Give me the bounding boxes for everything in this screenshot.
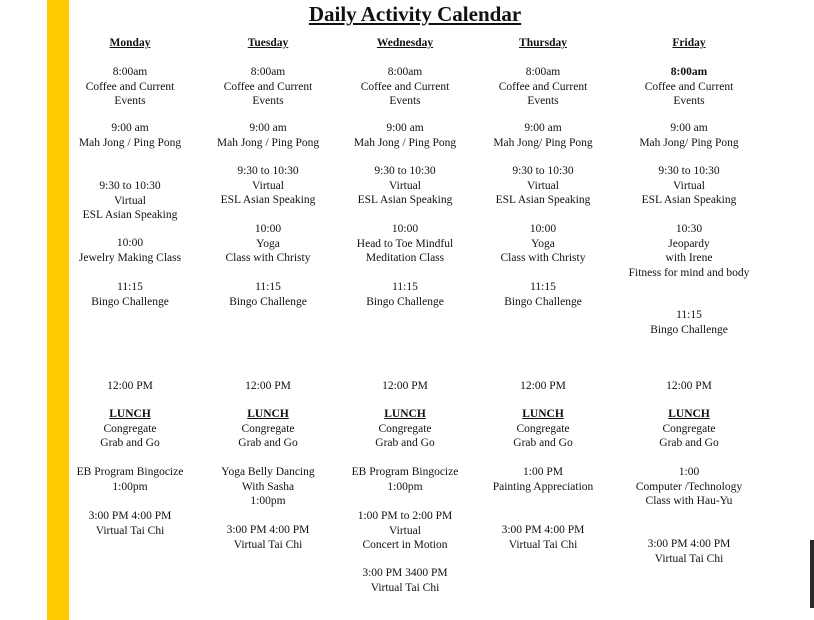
activity-entry bbox=[198, 465, 338, 509]
activity-line: 9:00 am bbox=[386, 122, 424, 134]
page-title: Daily Activity Calendar bbox=[308, 2, 522, 26]
activity-line: Computer /Technology bbox=[635, 480, 743, 493]
activity-line: 1:00 PM bbox=[523, 466, 563, 478]
activity-entry bbox=[335, 164, 475, 208]
activity-line: Events bbox=[673, 95, 705, 107]
activity-entry bbox=[198, 407, 338, 451]
activity-line: 10:30 bbox=[675, 223, 703, 235]
activity-line: Virtual Tai Chi bbox=[508, 538, 578, 551]
activity-line: 3:00 PM 4:00 PM bbox=[501, 524, 585, 536]
activity-entry bbox=[335, 65, 475, 109]
activity-line: Virtual Tai Chi bbox=[370, 581, 440, 594]
activity-entry bbox=[335, 407, 475, 451]
activity-line: Grab and Go bbox=[100, 437, 160, 449]
activity-line: Virtual bbox=[673, 179, 705, 192]
activity-entry bbox=[473, 379, 613, 394]
activity-line: Bingo Challenge bbox=[91, 295, 169, 308]
activity-line: Class with Hau-Yu bbox=[645, 495, 733, 507]
activity-line: LUNCH bbox=[384, 408, 426, 420]
activity-line: 1:00 PM to 2:00 PM bbox=[357, 510, 453, 522]
activity-line: 1:00 bbox=[678, 466, 700, 478]
activity-line: Bingo Challenge bbox=[650, 323, 728, 336]
activity-line: 12:00 PM bbox=[382, 380, 428, 392]
activity-line: 9:00 am bbox=[670, 122, 708, 134]
activity-line: 11:15 bbox=[530, 281, 556, 293]
activity-entry bbox=[619, 222, 759, 280]
activity-line: 12:00 PM bbox=[245, 380, 291, 392]
activity-entry bbox=[473, 407, 613, 451]
activity-line: Jewelry Making Class bbox=[78, 251, 182, 264]
day-heading: Tuesday bbox=[247, 37, 289, 49]
activity-line: Events bbox=[527, 95, 559, 107]
activity-entry bbox=[619, 65, 759, 109]
activity-line: Class with Christy bbox=[500, 252, 586, 264]
activity-line: Events bbox=[114, 95, 146, 107]
activity-line: 8:00am bbox=[250, 66, 286, 78]
activity-line: Virtual bbox=[252, 179, 284, 192]
activity-line: Events bbox=[389, 95, 421, 107]
activity-line: 9:30 to 10:30 bbox=[237, 165, 299, 177]
activity-line: 9:00 am bbox=[524, 122, 562, 134]
activity-line: 1:00pm bbox=[112, 480, 148, 493]
activity-line: Yoga bbox=[531, 237, 555, 250]
activity-line: Coffee and Current bbox=[498, 80, 588, 93]
activity-line: ESL Asian Speaking bbox=[82, 209, 178, 221]
activity-entry bbox=[198, 379, 338, 394]
activity-entry bbox=[335, 121, 475, 150]
activity-entry bbox=[335, 509, 475, 553]
activity-line: Bingo Challenge bbox=[504, 295, 582, 308]
activity-line: LUNCH bbox=[247, 408, 289, 420]
activity-entry bbox=[60, 379, 200, 394]
activity-line: 9:00 am bbox=[249, 122, 287, 134]
activity-entry bbox=[473, 65, 613, 109]
activity-line: Mah Jong / Ping Pong bbox=[78, 136, 182, 149]
activity-line: Grab and Go bbox=[238, 437, 298, 449]
activity-entry bbox=[60, 465, 200, 494]
activity-entry bbox=[60, 236, 200, 265]
activity-line: 8:00am bbox=[387, 66, 423, 78]
activity-entry bbox=[619, 121, 759, 150]
activity-line: 10:00 bbox=[391, 223, 419, 235]
activity-line: Concert in Motion bbox=[362, 539, 448, 551]
activity-line: 3:00 PM 4:00 PM bbox=[226, 524, 310, 536]
activity-line: ESL Asian Speaking bbox=[220, 194, 316, 206]
activity-line: LUNCH bbox=[109, 408, 151, 420]
activity-entry bbox=[619, 465, 759, 509]
activity-line: 11:15 bbox=[676, 309, 702, 321]
activity-line: 10:00 bbox=[116, 237, 144, 249]
activity-line: Class with Christy bbox=[225, 252, 311, 264]
activity-line: Virtual Tai Chi bbox=[654, 552, 724, 565]
activity-line: Coffee and Current bbox=[360, 80, 450, 93]
activity-entry bbox=[335, 379, 475, 394]
activity-line: EB Program Bingocize bbox=[351, 466, 459, 478]
activity-entry bbox=[60, 280, 200, 309]
activity-line: Jeopardy bbox=[668, 237, 710, 250]
activity-entry bbox=[335, 222, 475, 266]
activity-line: Congregate bbox=[662, 422, 716, 435]
activity-entry bbox=[619, 308, 759, 337]
activity-entry bbox=[473, 121, 613, 150]
activity-entry bbox=[335, 465, 475, 494]
activity-entry bbox=[619, 407, 759, 451]
day-heading: Monday bbox=[109, 37, 151, 49]
activity-entry bbox=[60, 121, 200, 150]
activity-entry bbox=[473, 523, 613, 552]
activity-entry bbox=[60, 407, 200, 451]
activity-line: Mah Jong/ Ping Pong bbox=[493, 136, 593, 149]
activity-entry bbox=[619, 379, 759, 394]
activity-line: 11:15 bbox=[117, 281, 143, 293]
activity-line: 8:00am bbox=[670, 66, 708, 78]
activity-entry bbox=[335, 280, 475, 309]
activity-line: Virtual Tai Chi bbox=[233, 538, 303, 551]
activity-line: Virtual Tai Chi bbox=[95, 524, 165, 537]
activity-line: LUNCH bbox=[668, 408, 710, 420]
activity-entry bbox=[198, 164, 338, 208]
activity-line: 3:00 PM 4:00 PM bbox=[647, 538, 731, 550]
day-heading: Friday bbox=[672, 37, 706, 49]
activity-entry bbox=[473, 164, 613, 208]
activity-line: LUNCH bbox=[522, 408, 564, 420]
activity-line: with Irene bbox=[665, 252, 713, 264]
activity-line: 10:00 bbox=[529, 223, 557, 235]
activity-line: Meditation Class bbox=[365, 252, 445, 264]
activity-entry bbox=[473, 222, 613, 266]
activity-line: Virtual bbox=[389, 524, 421, 537]
activity-line: Bingo Challenge bbox=[366, 295, 444, 308]
activity-line: Grab and Go bbox=[375, 437, 435, 449]
activity-entry bbox=[198, 523, 338, 552]
activity-entry bbox=[619, 537, 759, 566]
activity-line: 9:00 am bbox=[111, 122, 149, 134]
activity-line: 3:00 PM 3400 PM bbox=[362, 567, 448, 579]
activity-line: Coffee and Current bbox=[223, 80, 313, 93]
activity-line: 1:00pm bbox=[387, 480, 423, 493]
activity-line: Virtual bbox=[527, 179, 559, 192]
activity-line: ESL Asian Speaking bbox=[357, 194, 453, 206]
activity-line: Mah Jong / Ping Pong bbox=[353, 136, 457, 149]
activity-line: 9:30 to 10:30 bbox=[99, 180, 161, 192]
activity-line: 10:00 bbox=[254, 223, 282, 235]
activity-line: 9:30 to 10:30 bbox=[512, 165, 574, 177]
activity-line: Mah Jong/ Ping Pong bbox=[639, 136, 739, 149]
activity-entry bbox=[198, 65, 338, 109]
activity-line: 11:15 bbox=[255, 281, 281, 293]
activity-line: Congregate bbox=[241, 422, 295, 435]
activity-line: 1:00pm bbox=[250, 495, 286, 507]
activity-line: 12:00 PM bbox=[666, 380, 712, 392]
activity-line: Mah Jong / Ping Pong bbox=[216, 136, 320, 149]
activity-entry bbox=[60, 509, 200, 538]
activity-line: 9:30 to 10:30 bbox=[658, 165, 720, 177]
activity-line: 3:00 PM 4:00 PM bbox=[88, 510, 172, 522]
activity-line: 12:00 PM bbox=[107, 380, 153, 392]
activity-entry bbox=[198, 222, 338, 266]
activity-entry bbox=[619, 164, 759, 208]
activity-line: 9:30 to 10:30 bbox=[374, 165, 436, 177]
activity-line: Yoga bbox=[256, 237, 280, 250]
activity-line: Coffee and Current bbox=[644, 80, 734, 93]
activity-entry bbox=[335, 566, 475, 595]
activity-line: Yoga Belly Dancing bbox=[221, 466, 315, 478]
activity-line: Virtual bbox=[114, 194, 146, 207]
day-heading: Thursday bbox=[519, 37, 567, 49]
activity-line: Congregate bbox=[103, 422, 157, 435]
activity-line: Coffee and Current bbox=[85, 80, 175, 93]
activity-line: EB Program Bingocize bbox=[76, 466, 184, 478]
activity-line: 8:00am bbox=[112, 66, 148, 78]
activity-entry bbox=[60, 65, 200, 109]
activity-line: Congregate bbox=[516, 422, 570, 435]
activity-line: Congregate bbox=[378, 422, 432, 435]
activity-line: Virtual bbox=[389, 179, 421, 192]
activity-line: Events bbox=[252, 95, 284, 107]
activity-line: Grab and Go bbox=[513, 437, 573, 449]
activity-line: 12:00 PM bbox=[520, 380, 566, 392]
activity-entry bbox=[198, 280, 338, 309]
activity-line: Fitness for mind and body bbox=[628, 266, 750, 279]
activity-entry bbox=[198, 121, 338, 150]
activity-line: Painting Appreciation bbox=[492, 480, 594, 493]
activity-line: ESL Asian Speaking bbox=[641, 194, 737, 206]
activity-line: Grab and Go bbox=[659, 437, 719, 449]
day-heading: Wednesday bbox=[376, 37, 434, 49]
activity-line: 8:00am bbox=[525, 66, 561, 78]
activity-line: Bingo Challenge bbox=[229, 295, 307, 308]
activity-entry bbox=[473, 465, 613, 494]
activity-line: 11:15 bbox=[392, 281, 418, 293]
page-edge-shadow bbox=[810, 540, 814, 608]
activity-line: ESL Asian Speaking bbox=[495, 194, 591, 206]
activity-entry bbox=[60, 179, 200, 223]
activity-line: Head to Toe Mindful bbox=[356, 237, 454, 250]
activity-entry bbox=[473, 280, 613, 309]
activity-line: With Sasha bbox=[241, 480, 295, 493]
